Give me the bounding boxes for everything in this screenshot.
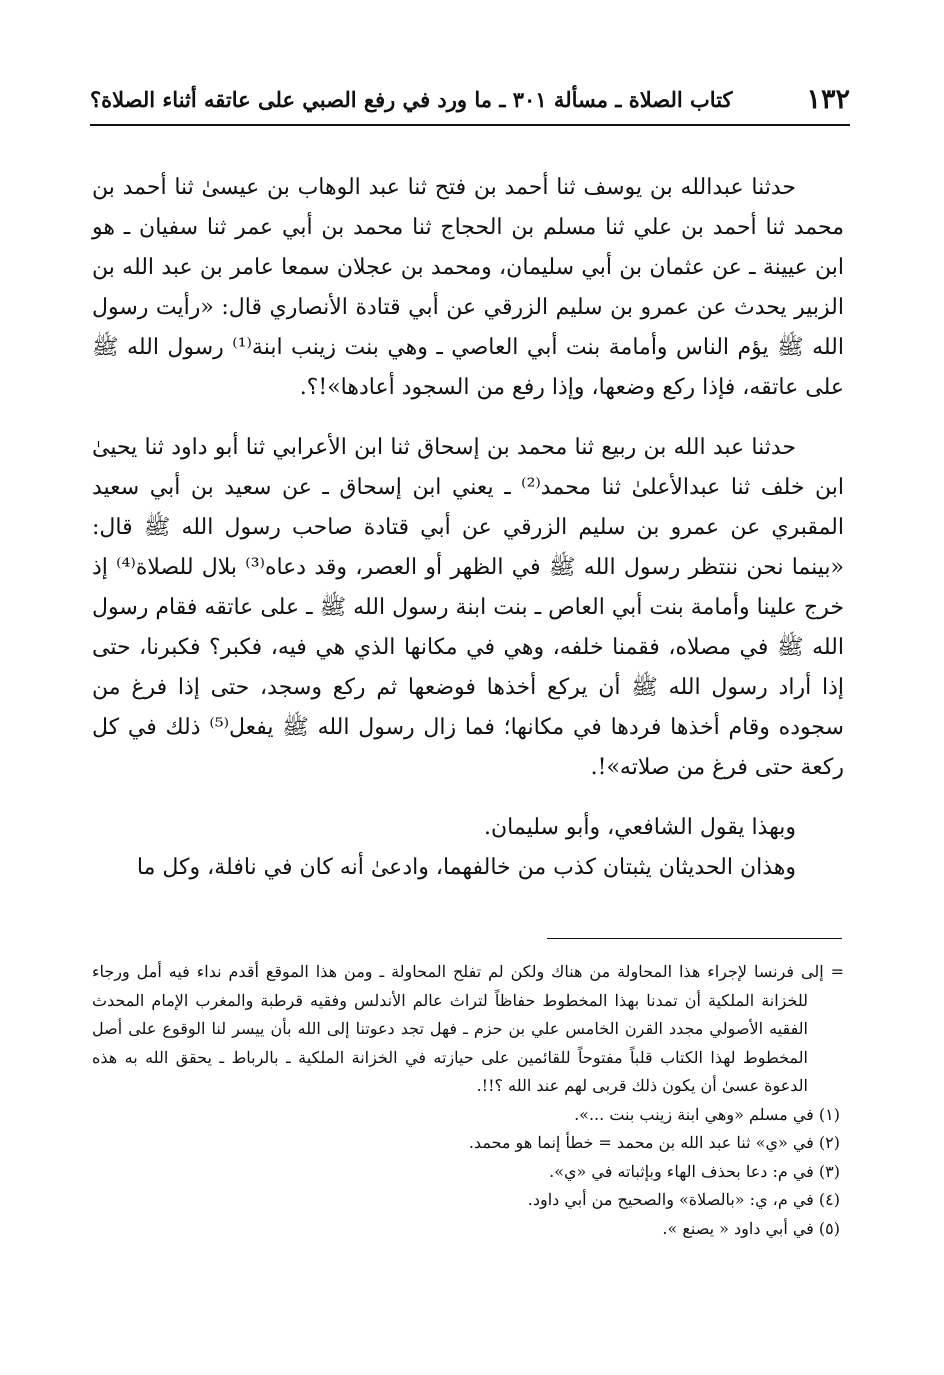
- footnotes: [92, 958, 844, 1243]
- paragraph: حدثنا عبدالله بن يوسف ثنا أحمد بن فتح ثنا عبد الوهاب بن عيسىٰ ثنا أحمد بن محمد ثنا أحمد بن علي ثنا مسلم بن الحجاج ثنا محمد بن أبي عمر ثنا سفيان ـ هو ابن عيينة ـ عن عثمان بن أبي سليمان، ومحمد بن عجلان سمعا عامر بن عبد الله بن الزبير يحدث عن عمرو بن سليم الزرقي عن أبي قتادة الأنصاري قال: «رأيت رسول الله ﷺ يؤم الناس وأمامة بنت أبي العاصي ـ وهي بنت زينب ابنة⁽¹⁾ رسول الله ﷺ على عاتقه، فإذا ركع وضعها، وإذا رفع من السجود أعادها»!؟.: [92, 175, 844, 400]
- header-rule: [90, 124, 850, 126]
- page-number: ١٣٢: [806, 83, 850, 115]
- footnote-item: (٥) في أبي داود « يصنع ».: [662, 1218, 840, 1238]
- footnote-item: (٣) في م: دعا بحذف الهاء وبإثباته في «ي».: [549, 1161, 840, 1181]
- footnote-continuation: = إلى فرنسا لإجراء هذا المحاولة من هناك ولكن لم تفلح المحاولة ـ ومن هذا الموقع أقدم نداء فيه أمل ورجاء للخزانة الملكية أن تمدنا بهذا المخطوط حفاظاً لتراث عالم الأندلس وفقيه قرطبة والمغرب الإمام المحدث الفقيه الأصولي مجدد القرن الخامس علي بن حزم ـ فهل تجد دعوتنا إلى الله بأن ييسر لنا الوقوع على أصل المخطوط لهذا الكتاب قلباً مفتوحاً للقائمين على حيازته في الخزانة الملكية ـ بالرباط ـ يحقق الله به هذه الدعوة عسىٰ أن يكون ذلك قربى لهم عند الله ؟!!.: [92, 962, 844, 1095]
- footnote-item: (١) في مسلم «وهي ابنة زينب بنت ...».: [574, 1104, 840, 1124]
- paragraph: وبهذا يقول الشافعي، وأبو سليمان.: [484, 815, 796, 840]
- running-title: كتاب الصلاة ـ مسألة ٣٠١ ـ ما ورد في رفع الصبي على عاتقه أثناء الصلاة؟: [90, 86, 733, 112]
- paragraph: حدثنا عبد الله بن ربيع ثنا محمد بن إسحاق ثنا ابن الأعرابي ثنا أبو داود ثنا يحيىٰ ابن خلف ثنا عبدالأعلىٰ ثنا محمد⁽²⁾ ـ يعني ابن إسحاق ـ عن سعيد بن أبي سعيد المقبري عن عمرو بن سليم الزرقي عن أبي قتادة صاحب رسول الله ﷺ قال: «بينما نحن ننتظر رسول الله ﷺ في الظهر أو العصر، وقد دعاه⁽³⁾ بلال للصلاة⁽⁴⁾ إذ خرج علينا وأمامة بنت أبي العاص ـ بنت ابنة رسول الله ﷺ ـ على عاتقه فقام رسول الله ﷺ في مصلاه، فقمنا خلفه، وهي في مكانها الذي هي فيه، فكبر؟ فكبرنا، حتى إذا أراد رسول الله ﷺ أن يركع أخذها فوضعها ثم ركع وسجد، حتى إذا فرغ من سجوده وقام أخذها فردها في مكانها؛ فما زال رسول الله ﷺ يفعل⁽⁵⁾ ذلك في كل ركعة حتى فرغ من صلاته»!.: [92, 435, 845, 780]
- footnote-separator: [547, 938, 842, 939]
- footnote-item: (٢) في «ي» ثنا عبد الله بن محمد = خطأ إنما هو محمد.: [468, 1133, 840, 1152]
- main-text: [92, 168, 844, 888]
- paragraph: وهذان الحديثان يثبتان كذب من خالفهما، وادعىٰ أنه كان في نافلة، وكل ما: [136, 855, 796, 880]
- footnote-item: (٤) في م، ي: «بالصلاة» والصحيح من أبي داود.: [527, 1190, 840, 1209]
- page-header: [90, 78, 850, 120]
